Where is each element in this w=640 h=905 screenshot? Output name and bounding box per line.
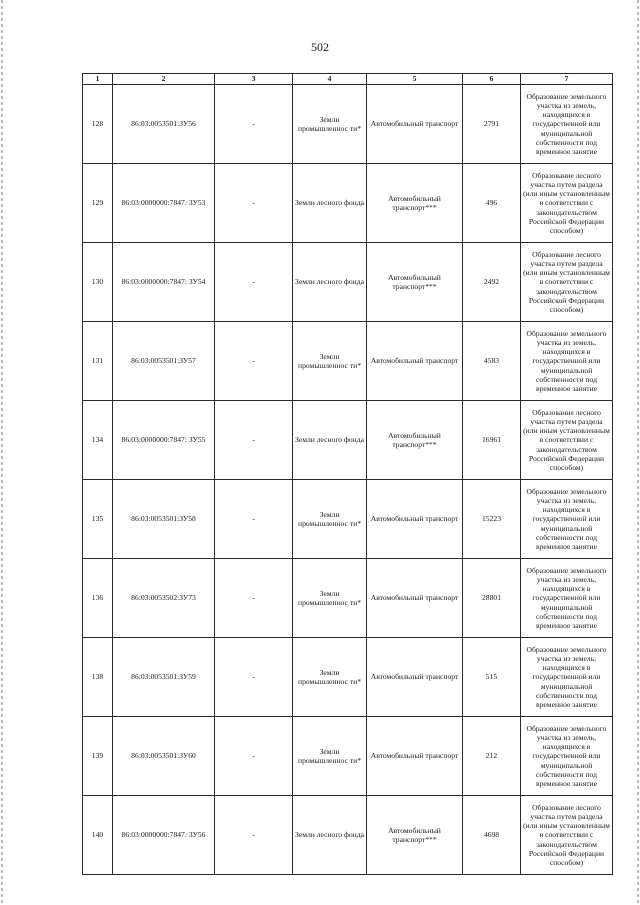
cadastral-number: 86:03:0053501:ЗУ56	[113, 85, 215, 164]
formation-method: Образование лесного участка путем раздела (или иным установленным в соответствии с законодательством Российской Федерации способом)	[521, 401, 613, 480]
permitted-use: Автомобильный транспорт***	[367, 796, 463, 875]
area-value: 15223	[463, 480, 521, 559]
cadastral-number: 86:03:0053501:ЗУ58	[113, 480, 215, 559]
column-header: 4	[293, 74, 367, 85]
formation-method: Образование лесного участка путем раздела (или иным установленным в соответствии с законодательством Российской Федерации способом)	[521, 796, 613, 875]
cadastral-number: 86:03:0000000:7847: ЗУ54	[113, 243, 215, 322]
formation-method: Образование земельного участка из земель, находящихся в государственной или муниципальной собственности под временное занятие	[521, 638, 613, 717]
cadastral-number: 86:03:0053501:ЗУ57	[113, 322, 215, 401]
table-row	[83, 796, 613, 875]
table-header-row	[83, 74, 613, 85]
table-row	[83, 164, 613, 243]
row-number: 128	[83, 85, 113, 164]
permitted-use: Автомобильный транспорт	[367, 480, 463, 559]
empty-cell: -	[215, 243, 293, 322]
empty-cell: -	[215, 401, 293, 480]
row-number: 136	[83, 559, 113, 638]
table-row	[83, 243, 613, 322]
empty-cell: -	[215, 164, 293, 243]
area-value: 496	[463, 164, 521, 243]
table-row	[83, 559, 613, 638]
area-value: 2791	[463, 85, 521, 164]
land-category: Земли промышленнос ти*	[293, 559, 367, 638]
empty-cell: -	[215, 796, 293, 875]
formation-method: Образование лесного участка путем раздела (или иным установленным в соответствии с законодательством Российской Федерации способом)	[521, 164, 613, 243]
permitted-use: Автомобильный транспорт	[367, 638, 463, 717]
land-category: Земли лесного фонда	[293, 401, 367, 480]
column-header: 6	[463, 74, 521, 85]
formation-method: Образование земельного участка из земель, находящихся в государственной или муниципальной собственности под временное занятие	[521, 322, 613, 401]
land-category: Земли промышленнос ти*	[293, 638, 367, 717]
row-number: 139	[83, 717, 113, 796]
row-number: 140	[83, 796, 113, 875]
cadastral-number: 86:03:0053502:ЗУ73	[113, 559, 215, 638]
area-value: 515	[463, 638, 521, 717]
formation-method: Образование лесного участка путем раздела (или иным установленным в соответствии с законодательством Российской Федерации способом)	[521, 243, 613, 322]
row-number: 135	[83, 480, 113, 559]
table-row	[83, 322, 613, 401]
permitted-use: Автомобильный транспорт	[367, 559, 463, 638]
column-header: 1	[83, 74, 113, 85]
land-category: Земли лесного фонда	[293, 164, 367, 243]
scan-edge-left	[1, 0, 3, 905]
column-header: 7	[521, 74, 613, 85]
table-row	[83, 401, 613, 480]
column-header: 2	[113, 74, 215, 85]
permitted-use: Автомобильный транспорт***	[367, 164, 463, 243]
row-number: 131	[83, 322, 113, 401]
table-row	[83, 638, 613, 717]
empty-cell: -	[215, 559, 293, 638]
row-number: 138	[83, 638, 113, 717]
permitted-use: Автомобильный транспорт***	[367, 243, 463, 322]
area-value: 4698	[463, 796, 521, 875]
cadastral-number: 86:03:0053501:ЗУ60	[113, 717, 215, 796]
land-category: Земли промышленнос ти*	[293, 322, 367, 401]
area-value: 212	[463, 717, 521, 796]
table-row	[83, 85, 613, 164]
cadastral-number: 86:03:0000000:7847: ЗУ56	[113, 796, 215, 875]
empty-cell: -	[215, 480, 293, 559]
cadastral-number: 86:03:0053501:ЗУ59	[113, 638, 215, 717]
empty-cell: -	[215, 717, 293, 796]
land-plots-table	[82, 73, 613, 875]
empty-cell: -	[215, 638, 293, 717]
page-number: 502	[311, 40, 329, 54]
formation-method: Образование земельного участка из земель, находящихся в государственной или муниципальной собственности под временное занятие	[521, 559, 613, 638]
permitted-use: Автомобильный транспорт	[367, 85, 463, 164]
row-number: 134	[83, 401, 113, 480]
row-number: 129	[83, 164, 113, 243]
column-header: 3	[215, 74, 293, 85]
land-category: Земли промышленнос ти*	[293, 480, 367, 559]
table-row	[83, 480, 613, 559]
land-category: Земли промышленнос ти*	[293, 85, 367, 164]
scan-edge-right	[637, 0, 639, 905]
permitted-use: Автомобильный транспорт	[367, 717, 463, 796]
land-category: Земли лесного фонда	[293, 243, 367, 322]
area-value: 16961	[463, 401, 521, 480]
permitted-use: Автомобильный транспорт***	[367, 401, 463, 480]
area-value: 2492	[463, 243, 521, 322]
area-value: 4583	[463, 322, 521, 401]
cadastral-number: 86:03:0000000:7847: ЗУ55	[113, 401, 215, 480]
land-category: Земли лесного фонда	[293, 796, 367, 875]
column-header: 5	[367, 74, 463, 85]
row-number: 130	[83, 243, 113, 322]
empty-cell: -	[215, 85, 293, 164]
table-row	[83, 717, 613, 796]
empty-cell: -	[215, 322, 293, 401]
area-value: 28801	[463, 559, 521, 638]
land-category: Земли промышленнос ти*	[293, 717, 367, 796]
formation-method: Образование земельного участка из земель, находящихся в государственной или муниципальной собственности под временное занятие	[521, 85, 613, 164]
formation-method: Образование земельного участка из земель, находящихся в государственной или муниципальной собственности под временное занятие	[521, 717, 613, 796]
permitted-use: Автомобильный транспорт	[367, 322, 463, 401]
cadastral-number: 86:03:0000000:7847: ЗУ53	[113, 164, 215, 243]
formation-method: Образование земельного участка из земель, находящихся в государственной или муниципальной собственности под временное занятие	[521, 480, 613, 559]
